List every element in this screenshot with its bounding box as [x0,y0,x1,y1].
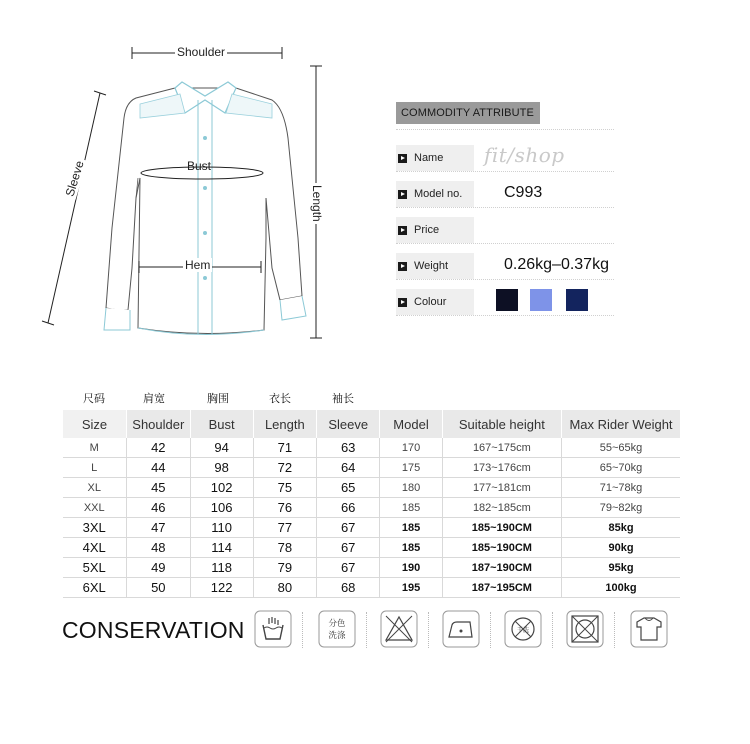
separate-wash-text-2: 洗涤 [328,631,346,641]
height-cell: 173~176cm [442,458,561,478]
size-cell: 6XL [63,578,127,598]
sleeve-cell: 67 [317,518,380,538]
height-cell: 187~190CM [442,558,561,578]
attr-row-weight [396,253,614,280]
size-cell: L [63,458,127,478]
length-cell: 72 [253,458,316,478]
table-row [63,538,681,558]
sleeve-label: Sleeve [62,158,87,199]
shoulder-cell: 42 [126,438,190,458]
colour-swatch-navy[interactable] [566,289,588,311]
bust-cell: 110 [190,518,253,538]
commodity-attribute-header: COMMODITY ATTRIBUTE [396,102,540,124]
sleeve-cell: 66 [317,498,380,518]
length-cell: 71 [253,438,316,458]
size-chart-table [62,410,680,598]
header-bust: Bust [190,410,253,438]
bust-label: Bust [187,159,212,173]
size-cell: XL [63,478,127,498]
weight-cell: 90kg [562,538,680,558]
header-length: Length [253,410,316,438]
cn-header-shoulder: 肩宽 [143,393,165,405]
chinese-header-row [62,390,382,406]
height-cell: 177~181cm [442,478,561,498]
size-table-header-row [63,410,681,438]
conservation-title: CONSERVATION [62,617,245,643]
sleeve-cell: 63 [317,438,380,458]
cn-header-sleeve: 袖长 [332,393,354,405]
shoulder-cell: 49 [126,558,190,578]
attr-model-key: Model no. [414,188,463,200]
bullet-arrow-icon [398,154,407,163]
shoulder-cell: 47 [126,518,190,538]
cn-header-size: 尺码 [83,393,105,405]
brand-logo: fit/shop [484,143,565,167]
length-label: Length [310,185,324,222]
shoulder-cell: 46 [126,498,190,518]
model-cell: 190 [380,558,442,578]
bust-cell: 118 [190,558,253,578]
length-cell: 77 [253,518,316,538]
shoulder-cell: 45 [126,478,190,498]
hand-wash-icon [254,610,292,648]
attr-row-colour [396,289,614,316]
length-cell: 75 [253,478,316,498]
shoulder-cell: 48 [126,538,190,558]
do-not-bleach-icon [380,610,418,648]
sleeve-cell: 64 [317,458,380,478]
length-cell: 76 [253,498,316,518]
table-row [63,558,681,578]
weight-cell: 71~78kg [562,478,680,498]
sleeve-cell: 67 [317,558,380,578]
size-cell: 5XL [63,558,127,578]
weight-cell: 85kg [562,518,680,538]
bullet-arrow-icon [398,190,407,199]
height-cell: 182~185cm [442,498,561,518]
conservation-section [62,610,682,650]
sleeve-cell: 65 [317,478,380,498]
bust-cell: 122 [190,578,253,598]
hang-dry-icon [630,610,668,648]
table-row [63,438,681,458]
size-cell: XXL [63,498,127,518]
sleeve-cell: 67 [317,538,380,558]
do-not-tumble-dry-icon [566,610,604,648]
shoulder-cell: 50 [126,578,190,598]
attr-row-model [396,181,614,208]
model-cell: 185 [380,538,442,558]
bust-cell: 106 [190,498,253,518]
header-shoulder: Shoulder [126,410,190,438]
header-max-weight: Max Rider Weight [562,410,680,438]
commodity-attribute-panel [396,102,616,308]
colour-swatch-black[interactable] [496,289,518,311]
weight-cell: 100kg [562,578,680,598]
bust-cell: 94 [190,438,253,458]
height-cell: 185~190CM [442,538,561,558]
weight-cell: 95kg [562,558,680,578]
table-row [63,458,681,478]
sleeve-cell: 68 [317,578,380,598]
bullet-arrow-icon [398,262,407,271]
attr-weight-value: 0.26kg–0.37kg [504,256,609,273]
shirt-outline [40,38,340,348]
table-row [63,578,681,598]
bullet-arrow-icon [398,226,407,235]
low-iron-icon [442,610,480,648]
weight-cell: 65~70kg [562,458,680,478]
attr-model-value: C993 [504,184,543,201]
attr-row-price [396,217,614,244]
height-cell: 167~175cm [442,438,561,458]
bust-cell: 102 [190,478,253,498]
length-cell: 80 [253,578,316,598]
header-sleeve: Sleeve [317,410,380,438]
attr-row-name [396,145,614,172]
header-model: Model [380,410,442,438]
header-size: Size [63,410,127,438]
length-cell: 79 [253,558,316,578]
weight-cell: 79~82kg [562,498,680,518]
model-cell: 185 [380,518,442,538]
separate-wash-icon [318,610,356,648]
cn-header-length: 衣长 [269,393,291,405]
table-row [63,498,681,518]
separate-wash-text-1: 分色 [328,619,346,629]
shirt-measurement-diagram [40,38,340,348]
shoulder-label: Shoulder [177,45,226,59]
model-cell: 180 [380,478,442,498]
shoulder-cell: 44 [126,458,190,478]
size-cell: M [63,438,127,458]
attr-name-key: Name [414,152,444,164]
weight-cell: 55~65kg [562,438,680,458]
header-suitable-height: Suitable height [442,410,561,438]
height-cell: 187~195CM [442,578,561,598]
table-row [63,478,681,498]
model-cell: 175 [380,458,442,478]
no-dry-clean-icon [504,610,542,648]
size-cell: 4XL [63,538,127,558]
dry-clean-text: 干洗 [516,627,530,634]
attr-colour-key: Colour [414,296,447,308]
bullet-arrow-icon [398,298,407,307]
model-cell: 170 [380,438,442,458]
bust-cell: 98 [190,458,253,478]
attr-price-key: Price [414,224,440,236]
bust-cell: 114 [190,538,253,558]
model-cell: 195 [380,578,442,598]
length-cell: 78 [253,538,316,558]
size-cell: 3XL [63,518,127,538]
height-cell: 185~190CM [442,518,561,538]
hem-label: Hem [185,258,211,272]
attr-weight-key: Weight [414,260,449,272]
colour-swatch-light-blue[interactable] [530,289,552,311]
model-cell: 185 [380,498,442,518]
table-row [63,518,681,538]
cn-header-bust: 胸围 [207,393,229,405]
